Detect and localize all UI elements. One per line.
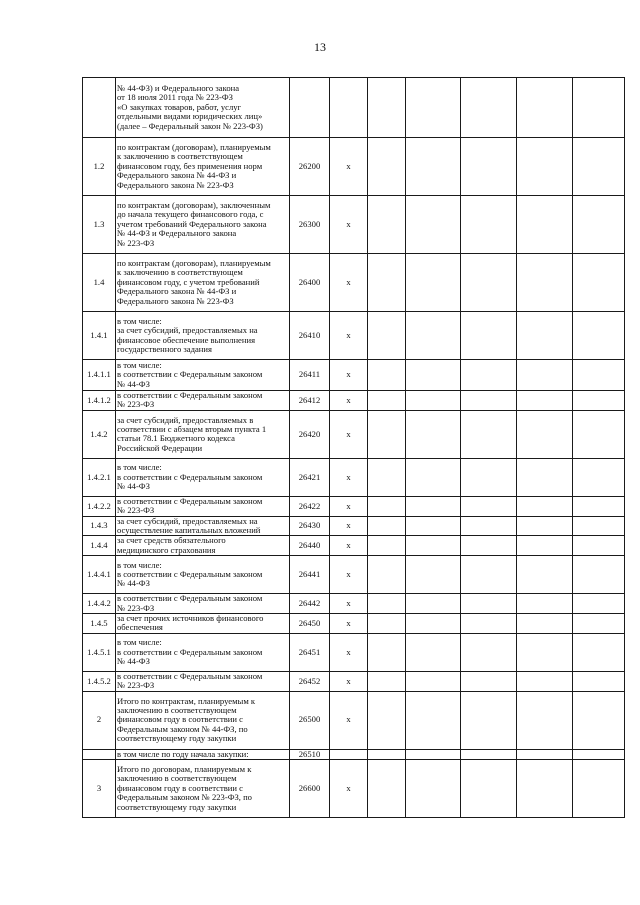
empty-cell [406, 691, 461, 749]
empty-cell [406, 594, 461, 614]
empty-cell [368, 78, 406, 138]
empty-cell [461, 691, 517, 749]
row-x-mark: х [330, 536, 368, 556]
row-code: 26510 [290, 749, 330, 759]
empty-cell [461, 536, 517, 556]
empty-cell [573, 360, 625, 391]
empty-cell [573, 410, 625, 458]
row-code: 26500 [290, 691, 330, 749]
row-number: 1.4.4.1 [83, 556, 116, 594]
row-number: 1.4.5 [83, 614, 116, 634]
row-description: в том числе: в соответствии с Федеральным законом № 44-ФЗ [116, 556, 290, 594]
row-code: 26200 [290, 138, 330, 196]
row-x-mark [330, 78, 368, 138]
row-description: № 44-ФЗ) и Федерального закона от 18 июля 2011 года № 223-ФЗ «О закупках товаров, работ, услуг отдельными видами юридических лиц» (далее – Федеральный закон № 223-ФЗ) [116, 78, 290, 138]
empty-cell [406, 196, 461, 254]
empty-cell [517, 410, 573, 458]
row-number: 2 [83, 691, 116, 749]
table-row [83, 691, 625, 749]
empty-cell [573, 749, 625, 759]
row-code: 26400 [290, 254, 330, 312]
row-number: 1.4.1.1 [83, 360, 116, 391]
empty-cell [406, 760, 461, 818]
empty-cell [573, 391, 625, 411]
table-row [83, 254, 625, 312]
empty-cell [368, 516, 406, 536]
table-row [83, 516, 625, 536]
empty-cell [406, 614, 461, 634]
empty-cell [368, 594, 406, 614]
row-number: 1.4.2.1 [83, 458, 116, 496]
row-number: 1.3 [83, 196, 116, 254]
row-description: за счет субсидий, предоставляемых в соответствии с абзацем вторым пункта 1 статьи 78.1 Бюджетного кодекса Российской Федерации [116, 410, 290, 458]
row-number: 1.4.4 [83, 536, 116, 556]
empty-cell [406, 536, 461, 556]
empty-cell [368, 391, 406, 411]
row-description: по контрактам (договорам), заключенным до начала текущего финансового года, с учетом требований Федерального закона № 44-ФЗ и Федерального закона № 223-ФЗ [116, 196, 290, 254]
row-description: в соответствии с Федеральным законом № 223-ФЗ [116, 391, 290, 411]
empty-cell [461, 749, 517, 759]
row-code: 26450 [290, 614, 330, 634]
row-x-mark: х [330, 496, 368, 516]
row-number: 1.4.2.2 [83, 496, 116, 516]
row-description: в том числе: в соответствии с Федеральным законом № 44-ФЗ [116, 360, 290, 391]
page-number: 13 [314, 40, 326, 54]
row-x-mark: х [330, 360, 368, 391]
empty-cell [461, 671, 517, 691]
empty-cell [517, 671, 573, 691]
empty-cell [517, 312, 573, 360]
empty-cell [517, 614, 573, 634]
row-description: за счет прочих источников финансового обеспечения [116, 614, 290, 634]
empty-cell [368, 410, 406, 458]
row-number: 3 [83, 760, 116, 818]
table-row [83, 671, 625, 691]
empty-cell [406, 360, 461, 391]
empty-cell [517, 633, 573, 671]
empty-cell [573, 496, 625, 516]
row-description: в том числе по году начала закупки: [116, 749, 290, 759]
table-row [83, 536, 625, 556]
empty-cell [461, 410, 517, 458]
empty-cell [368, 254, 406, 312]
empty-cell [461, 138, 517, 196]
empty-cell [573, 458, 625, 496]
row-number: 1.4.3 [83, 516, 116, 536]
empty-cell [517, 391, 573, 411]
row-description: в том числе: в соответствии с Федеральным законом № 44-ФЗ [116, 458, 290, 496]
row-description: в соответствии с Федеральным законом № 223-ФЗ [116, 496, 290, 516]
empty-cell [573, 594, 625, 614]
table-row [83, 594, 625, 614]
table-row [83, 360, 625, 391]
table-row [83, 760, 625, 818]
empty-cell [573, 633, 625, 671]
row-code: 26422 [290, 496, 330, 516]
empty-cell [461, 614, 517, 634]
empty-cell [517, 749, 573, 759]
empty-cell [406, 138, 461, 196]
empty-cell [461, 312, 517, 360]
row-code: 26430 [290, 516, 330, 536]
row-number: 1.4.4.2 [83, 594, 116, 614]
row-x-mark: х [330, 410, 368, 458]
row-description: Итого по договорам, планируемым к заключению в соответствующем финансовом году в соответствии с Федеральным законом № 223-ФЗ, по соответствующему году закупки [116, 760, 290, 818]
row-x-mark: х [330, 516, 368, 536]
empty-cell [573, 516, 625, 536]
table-row [83, 556, 625, 594]
empty-cell [406, 496, 461, 516]
empty-cell [517, 254, 573, 312]
row-code: 26452 [290, 671, 330, 691]
row-description: в том числе: за счет субсидий, предоставляемых на финансовое обеспечение выполнения государственного задания [116, 312, 290, 360]
table-row [83, 614, 625, 634]
row-number: 1.4.1.2 [83, 391, 116, 411]
row-code: 26300 [290, 196, 330, 254]
empty-cell [573, 556, 625, 594]
empty-cell [368, 691, 406, 749]
table-row [83, 633, 625, 671]
row-number: 1.4.1 [83, 312, 116, 360]
empty-cell [573, 254, 625, 312]
empty-cell [406, 254, 461, 312]
row-number: 1.4.5.1 [83, 633, 116, 671]
empty-cell [406, 749, 461, 759]
row-x-mark: х [330, 594, 368, 614]
empty-cell [461, 360, 517, 391]
table-row [83, 458, 625, 496]
empty-cell [461, 556, 517, 594]
table-row [83, 196, 625, 254]
empty-cell [368, 458, 406, 496]
empty-cell [573, 196, 625, 254]
empty-cell [406, 556, 461, 594]
row-description: Итого по контрактам, планируемым к заключению в соответствующем финансовом году в соответствии с Федеральным законом № 44-ФЗ, по соответствующему году закупки [116, 691, 290, 749]
row-number: 1.4.5.2 [83, 671, 116, 691]
empty-cell [461, 458, 517, 496]
empty-cell [517, 360, 573, 391]
row-code: 26441 [290, 556, 330, 594]
empty-cell [406, 312, 461, 360]
empty-cell [461, 516, 517, 536]
row-x-mark: х [330, 312, 368, 360]
empty-cell [368, 760, 406, 818]
row-x-mark: х [330, 196, 368, 254]
empty-cell [517, 78, 573, 138]
row-code: 26600 [290, 760, 330, 818]
row-code: 26410 [290, 312, 330, 360]
row-x-mark: х [330, 391, 368, 411]
empty-cell [406, 410, 461, 458]
empty-cell [368, 196, 406, 254]
row-code: 26451 [290, 633, 330, 671]
empty-cell [517, 496, 573, 516]
empty-cell [461, 760, 517, 818]
empty-cell [461, 594, 517, 614]
empty-cell [517, 516, 573, 536]
table-row [83, 312, 625, 360]
empty-cell [368, 671, 406, 691]
row-code: 26440 [290, 536, 330, 556]
row-code: 26411 [290, 360, 330, 391]
empty-cell [368, 312, 406, 360]
row-code [290, 78, 330, 138]
row-number [83, 749, 116, 759]
empty-cell [573, 760, 625, 818]
row-x-mark: х [330, 760, 368, 818]
row-description: за счет субсидий, предоставляемых на осуществление капитальных вложений [116, 516, 290, 536]
row-x-mark: х [330, 633, 368, 671]
empty-cell [517, 760, 573, 818]
empty-cell [517, 594, 573, 614]
empty-cell [368, 496, 406, 516]
row-x-mark: х [330, 138, 368, 196]
empty-cell [406, 633, 461, 671]
empty-cell [517, 458, 573, 496]
row-x-mark: х [330, 458, 368, 496]
empty-cell [461, 633, 517, 671]
row-x-mark [330, 749, 368, 759]
empty-cell [406, 458, 461, 496]
empty-cell [368, 633, 406, 671]
empty-cell [517, 138, 573, 196]
empty-cell [368, 360, 406, 391]
row-number: 1.4 [83, 254, 116, 312]
empty-cell [517, 536, 573, 556]
row-code: 26421 [290, 458, 330, 496]
empty-cell [461, 391, 517, 411]
empty-cell [461, 196, 517, 254]
row-x-mark: х [330, 691, 368, 749]
row-number [83, 78, 116, 138]
empty-cell [406, 391, 461, 411]
row-x-mark: х [330, 614, 368, 634]
row-number: 1.2 [83, 138, 116, 196]
empty-cell [573, 78, 625, 138]
empty-cell [368, 138, 406, 196]
row-code: 26420 [290, 410, 330, 458]
empty-cell [517, 691, 573, 749]
row-code: 26412 [290, 391, 330, 411]
table-row [83, 138, 625, 196]
row-description: в соответствии с Федеральным законом № 223-ФЗ [116, 671, 290, 691]
empty-cell [461, 78, 517, 138]
empty-cell [368, 614, 406, 634]
empty-cell [573, 691, 625, 749]
empty-cell [573, 614, 625, 634]
table-row [83, 749, 625, 759]
empty-cell [573, 671, 625, 691]
empty-cell [461, 496, 517, 516]
empty-cell [573, 536, 625, 556]
table-row [83, 496, 625, 516]
row-number: 1.4.2 [83, 410, 116, 458]
empty-cell [406, 516, 461, 536]
empty-cell [517, 196, 573, 254]
row-code: 26442 [290, 594, 330, 614]
empty-cell [517, 556, 573, 594]
row-x-mark: х [330, 254, 368, 312]
empty-cell [368, 556, 406, 594]
table-row [83, 410, 625, 458]
row-description: в том числе: в соответствии с Федеральным законом № 44-ФЗ [116, 633, 290, 671]
row-x-mark: х [330, 671, 368, 691]
empty-cell [573, 312, 625, 360]
procurement-table [82, 77, 625, 818]
row-description: по контрактам (договорам), планируемым к заключению в соответствующем финансовом году, без применения норм Федерального закона № 44-ФЗ и Федерального закона № 223-ФЗ [116, 138, 290, 196]
empty-cell [406, 671, 461, 691]
row-description: за счет средств обязательного медицинского страхования [116, 536, 290, 556]
empty-cell [573, 138, 625, 196]
table-row [83, 78, 625, 138]
row-description: в соответствии с Федеральным законом № 223-ФЗ [116, 594, 290, 614]
empty-cell [406, 78, 461, 138]
empty-cell [368, 536, 406, 556]
row-x-mark: х [330, 556, 368, 594]
row-description: по контрактам (договорам), планируемым к заключению в соответствующем финансовом году, с учетом требований Федерального закона № 44-ФЗ и Федерального закона № 223-ФЗ [116, 254, 290, 312]
empty-cell [368, 749, 406, 759]
empty-cell [461, 254, 517, 312]
table-row [83, 391, 625, 411]
